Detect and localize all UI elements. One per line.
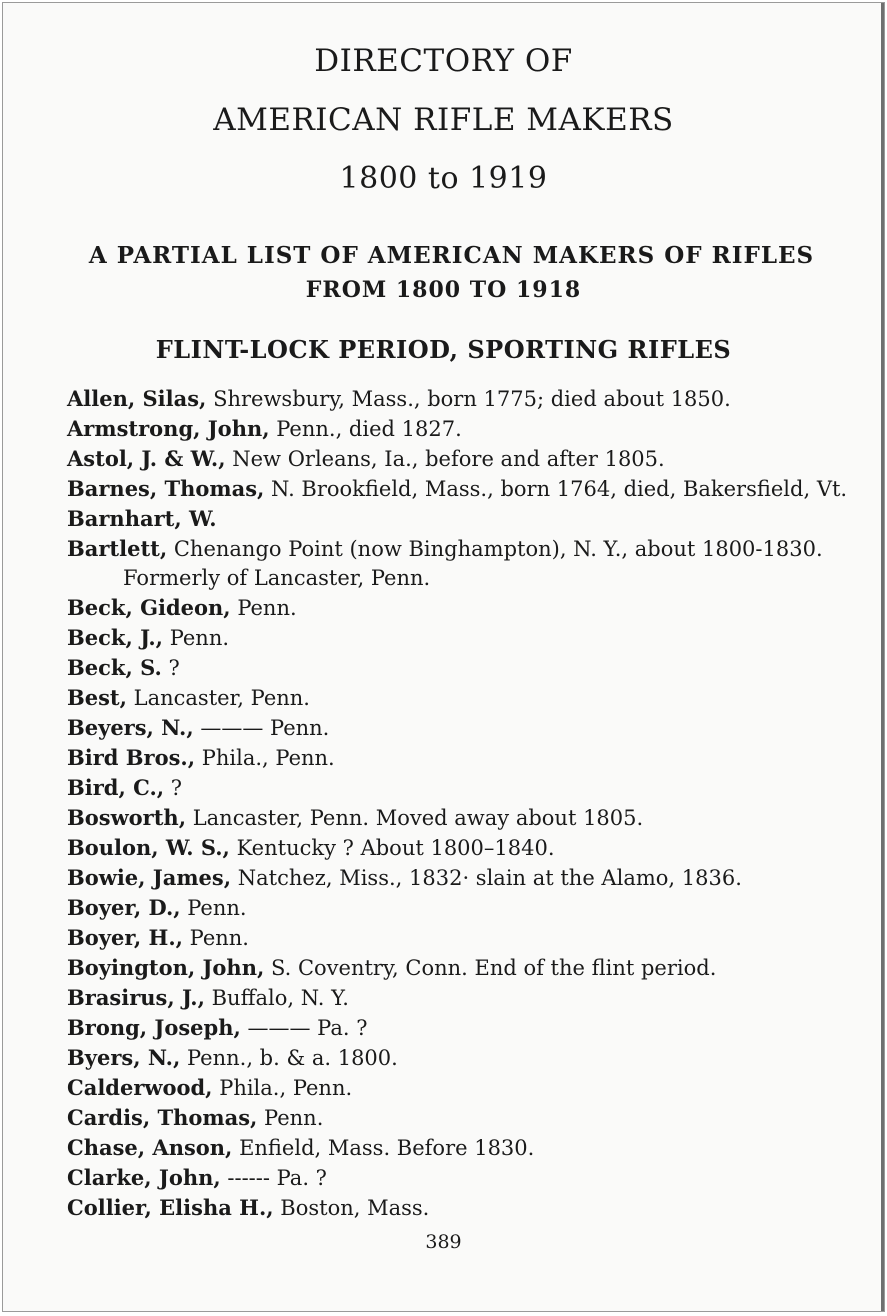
maker-details: Penn. [187,896,247,920]
book-page [2,2,885,1312]
maker-name: Beck, J., [67,625,163,650]
list-item [67,773,875,803]
list-item [67,863,875,893]
maker-details: Penn. [264,1106,324,1130]
maker-details: Shrewsbury, Mass., born 1775; died about 1850. [213,387,731,411]
list-item [67,983,875,1013]
maker-details: Enfield, Mass. Before 1830. [239,1136,535,1160]
list-item [67,474,875,504]
list-item [67,833,875,863]
maker-name: Best, [67,685,127,710]
maker-details: ? [170,776,183,800]
list-item [67,1163,875,1193]
maker-name: Boulon, W. S., [67,835,230,860]
maker-details: Phila., Penn. [201,746,335,770]
maker-name: Allen, Silas, [67,386,207,411]
list-item [67,1103,875,1133]
maker-name: Brasirus, J., [67,985,205,1010]
title-line-2: AMERICAN RIFLE MAKERS [213,102,674,138]
maker-name: Calderwood, [67,1075,213,1100]
maker-details: Penn., died 1827. [276,417,462,441]
maker-details: Lancaster, Penn. [133,686,310,710]
title-line-1: DIRECTORY OF [314,43,573,79]
maker-details: Boston, Mass. [280,1196,430,1220]
maker-name: Bowie, James, [67,865,232,890]
list-item [67,1133,875,1163]
maker-name: Beck, Gideon, [67,595,231,620]
maker-name: Beck, S. [67,655,162,680]
maker-details: Penn. [189,926,249,950]
list-item [67,414,875,444]
list-item [67,803,875,833]
maker-name: Brong, Joseph, [67,1015,241,1040]
maker-details: Kentucky ? About 1800–1840. [236,836,555,860]
maker-name: Bird Bros., [67,745,196,770]
maker-name: Armstrong, John, [67,416,270,441]
list-item [67,1043,875,1073]
list-item [67,713,875,743]
list-item [67,743,875,773]
list-item [67,593,875,623]
list-item [67,444,875,474]
maker-name: Astol, J. & W., [67,446,226,471]
maker-name: Barnhart, W. [67,506,217,531]
title-line-3: 1800 to 1919 [339,161,548,196]
list-item [67,623,875,653]
list-item [67,1073,875,1103]
subtitle-line-2: FROM 1800 TO 1918 [305,277,582,303]
list-item [67,384,875,414]
maker-details: ? [168,656,180,680]
maker-details: Penn. [169,626,230,650]
maker-name: Bartlett, [67,536,168,561]
maker-name: Cardis, Thomas, [67,1105,258,1130]
maker-name: Boyer, H., [67,925,183,950]
list-item [67,653,875,683]
maker-details: Natchez, Miss., 1832· slain at the Alamo, 1836. [237,866,742,890]
maker-name: Chase, Anson, [67,1135,233,1160]
list-item [67,683,875,713]
maker-details: Penn., b. & a. 1800. [186,1046,398,1070]
page-number: 389 [425,1231,462,1253]
maker-list [67,384,875,1223]
maker-name: Collier, Elisha H., [67,1195,274,1220]
maker-details: ——— Penn. [200,716,330,740]
list-item [67,504,875,534]
subtitle-line-1: A PARTIAL LIST OF AMERICAN MAKERS OF RIFLES [88,242,815,269]
maker-name: Barnes, Thomas, [67,476,265,501]
maker-details: Phila., Penn. [219,1076,353,1100]
maker-name: Beyers, N., [67,715,194,740]
maker-details: New Orleans, Ia., before and after 1805. [232,447,665,471]
maker-name: Boyer, D., [67,895,181,920]
maker-name: Boyington, John, [67,955,265,980]
maker-name: Clarke, John, [67,1165,221,1190]
list-item [67,1013,875,1043]
maker-details: ——— Pa. ? [247,1016,368,1040]
maker-name: Bosworth, [67,805,187,830]
maker-details: Buffalo, N. Y. [211,986,349,1010]
list-item [67,534,875,593]
maker-details: Lancaster, Penn. Moved away about 1805. [192,806,644,830]
list-item [67,1193,875,1223]
list-item [67,923,875,953]
maker-name: Byers, N., [67,1045,181,1070]
maker-name: Bird, C., [67,775,165,800]
section-heading: FLINT-LOCK PERIOD, SPORTING RIFLES [155,335,732,364]
maker-details: S. Coventry, Conn. End of the flint period. [270,956,717,980]
maker-details: N. Brookfield, Mass., born 1764, died, Bakersfield, Vt. [271,477,848,501]
page-edge [881,3,884,1311]
maker-details: ------ Pa. ? [227,1166,327,1190]
maker-details: Chenango Point (now Binghampton), N. Y., about 1800-1830. Formerly of Lancaster, Penn. [123,537,823,590]
list-item [67,953,875,983]
list-item [67,893,875,923]
maker-details: Penn. [237,596,297,620]
